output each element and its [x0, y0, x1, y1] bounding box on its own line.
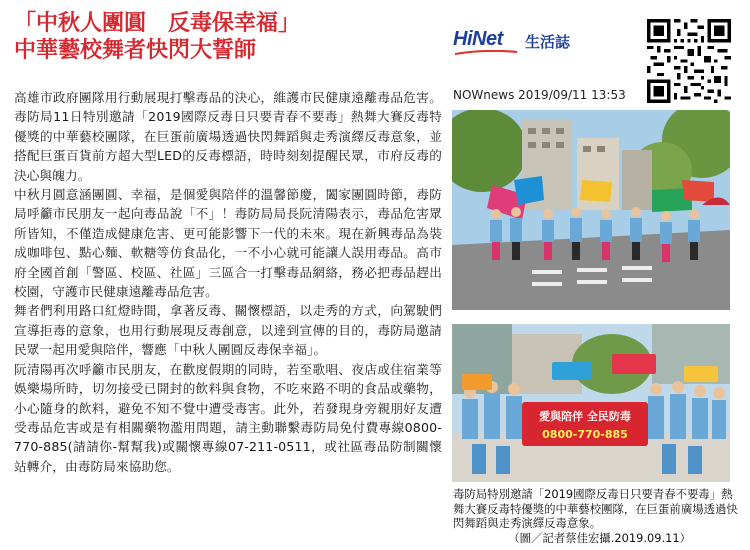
- banner-slogan: 愛與陪伴 全民防毒: [539, 410, 631, 423]
- qr-code-icon: [647, 19, 731, 103]
- article-body: [14, 88, 442, 476]
- caption-text: 毒防局特別邀請「2019國際反毒日只要青春不要毒」熱舞大賽反毒特優獎的中華藝校團隊，在巨蛋前廣場透過快閃舞蹈與走秀演繹反毒意象。: [453, 487, 738, 531]
- article-paragraph: 高雄市政府團隊用行動展現打擊毒品的決心，維護市民健康遠離毒品危害。毒防局11日特別邀請「2019國際反毒日只要青春不要毒」熱舞大賽反毒特優獎的中華藝校團隊，在巨蛋前廣場透過快閃舞蹈與走秀演繹反毒意象，並搭配巨蛋百貨前方超大型LED的反毒標語，時時刻刻提醒民眾，市府反毒的決心與魄力。: [14, 90, 442, 183]
- photo-credit: （圖／記者蔡佳宏攝.2019.09.11）: [508, 530, 691, 545]
- hinet-product-name: 生活誌: [525, 33, 571, 51]
- photo-caption: [453, 487, 743, 545]
- article-paragraph: 舞者們利用路口紅燈時間，拿著反毒、關懷標語，以走秀的方式，向駕駛們宣導拒毒的意象，也用行動展現反毒創意，以達到宣傳的目的，毒防局邀請民眾一起用愛與陪伴，響應「中秋人團圓反毒保幸福」。: [14, 303, 442, 358]
- headline-line-2: 中華藝校舞者快閃大誓師: [14, 38, 257, 63]
- byline-source-date: NOWnews 2019/09/11 13:53: [453, 88, 626, 102]
- hinet-logo: [453, 28, 613, 62]
- banner-hotline: 0800-770-885: [542, 428, 628, 441]
- photo-street-parade: [452, 110, 730, 310]
- article-paragraph: 中秋月圓意涵團圓、幸福，是個愛與陪伴的溫馨節慶，闔家團圓時節，毒防局呼籲市民朋友一起向毒品說「不」！毒防局局長阮清陽表示，毒品危害眾所皆知，不僅造成健康危害、更可能影響下一代的未來。現在新興毒品為裝成咖啡包、點心麵、軟糖等仿食品化，一不小心就可能讓人誤用毒品。高市府全國首創「警區、校區、社區」三區合一打擊毒品網絡，務必把毒品趕出校園，守護市民健康遠離毒品危害。: [14, 187, 442, 300]
- photo-group-banner: [452, 324, 730, 482]
- headline-line-1: 「中秋人團圓 反毒保幸福」: [14, 11, 301, 36]
- headline: [14, 10, 434, 64]
- hinet-wordmark: HiNet: [453, 28, 503, 50]
- article-paragraph: 阮清陽再次呼籲市民朋友，在歡度假期的同時，若至歌唱、夜店或住宿業等娛樂場所時，切勿接受已開封的飲料與食物，不吃來路不明的食品或藥物，小心隨身的飲料，避免不知不覺中遭受毒害。此外，若發現身旁親朋好友遭受毒品危害或是有相關藥物濫用問題，請主動聯繫毒防局免付費專線0800-770-885(請請你-幫幫我)或關懷專線07-211-0511，或社區毒品防制關懷站轉介，由毒防局來協助您。: [14, 361, 442, 474]
- logo-swoosh-icon: [455, 50, 517, 55]
